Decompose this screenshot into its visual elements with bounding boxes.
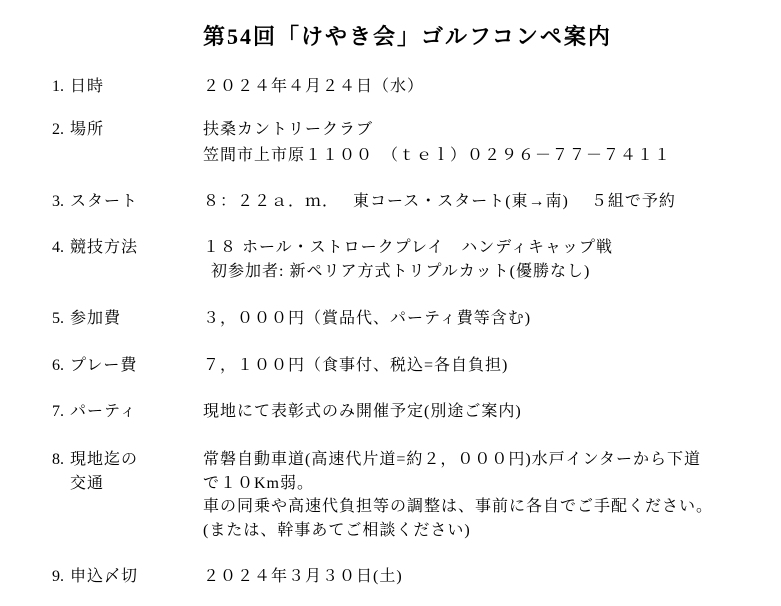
item-value	[203, 565, 403, 589]
item-label	[52, 75, 104, 99]
value-line: 現地にて表彰式のみ開催予定(別途ご案内)	[203, 403, 522, 420]
item-value	[203, 448, 713, 542]
item-value	[203, 75, 424, 99]
page-title: 第54回「けやき会」ゴルフコンペ案内	[203, 24, 612, 49]
item-label-text: 日時	[70, 78, 105, 95]
item-label-text-group	[70, 190, 138, 214]
item-label-text: スタート	[70, 193, 139, 210]
value-line: ２０２４年３月３０日(土)	[203, 568, 403, 585]
value-line: １８ ホール・ストロークプレイ ハンディキャップ戦	[203, 239, 613, 256]
item-label-text-group	[70, 448, 138, 495]
item-label	[52, 307, 121, 331]
value-line: ３，０００円（賞品代、パーティ費等含む)	[203, 310, 532, 327]
value-line: 常磐自動車道(高速代片道=約２，０００円)水戸インターから下道	[203, 451, 702, 468]
item-label	[52, 565, 138, 589]
item-number: 8.	[52, 451, 64, 468]
item-label-text: パーティ	[70, 403, 137, 420]
item-label	[52, 354, 137, 378]
item-value	[203, 117, 671, 169]
item-number: 7.	[52, 403, 64, 420]
item-label	[52, 190, 138, 214]
item-value	[203, 354, 508, 378]
item-number: 5.	[52, 310, 64, 327]
value-line: 笠間市上市原１１００ （ｔｅｌ）０２９６－７７－７４１１	[203, 147, 672, 164]
item-value	[203, 190, 676, 214]
item-number: 9.	[52, 568, 64, 585]
item-number: 2.	[52, 121, 64, 138]
item-label-text-group	[70, 400, 137, 424]
item-label-text: 競技方法	[70, 239, 139, 256]
value-line: 初参加者: 新ペリア方式トリプルカット(優勝なし)	[211, 262, 591, 280]
item-label-text-group	[70, 354, 137, 378]
item-value	[203, 236, 613, 283]
item-label-text-group	[70, 236, 138, 260]
item-label-text: 現地迄の	[70, 451, 139, 468]
item-label	[52, 448, 138, 495]
value-line: で１０Km弱。	[203, 474, 315, 492]
value-line: ２０２４年４月２４日（水）	[203, 78, 425, 95]
item-label	[52, 236, 138, 260]
item-label-text: 参加費	[70, 310, 122, 327]
value-line: ７，１００円（食事付、税込=各自負担)	[203, 357, 509, 374]
item-number: 3.	[52, 193, 64, 210]
item-label	[52, 117, 104, 143]
item-number: 1.	[52, 78, 64, 95]
item-label-text: 場所	[70, 121, 105, 138]
item-number: 6.	[52, 357, 64, 374]
value-line: ８：２２ａ．ｍ． 東コース・スタート(東→南) ５組で予約	[203, 193, 676, 210]
item-value	[203, 307, 531, 331]
item-label-text-group	[70, 565, 138, 589]
item-value	[203, 400, 522, 424]
item-label-text: プレー費	[70, 357, 138, 374]
item-label-text-group	[70, 117, 104, 143]
item-label-text: 申込〆切	[70, 568, 139, 585]
value-line: 扶桑カントリークラブ	[203, 121, 374, 138]
item-number: 4.	[52, 239, 64, 256]
item-label-text-group	[70, 75, 104, 99]
item-label-text: 交通	[70, 474, 105, 492]
item-label	[52, 400, 137, 424]
value-line: 車の同乗や高速代負担等の調整は、事前に各自でご手配ください。	[203, 498, 714, 515]
item-label-text-group	[70, 307, 121, 331]
value-line: (または、幹事あてご相談ください)	[203, 521, 471, 539]
